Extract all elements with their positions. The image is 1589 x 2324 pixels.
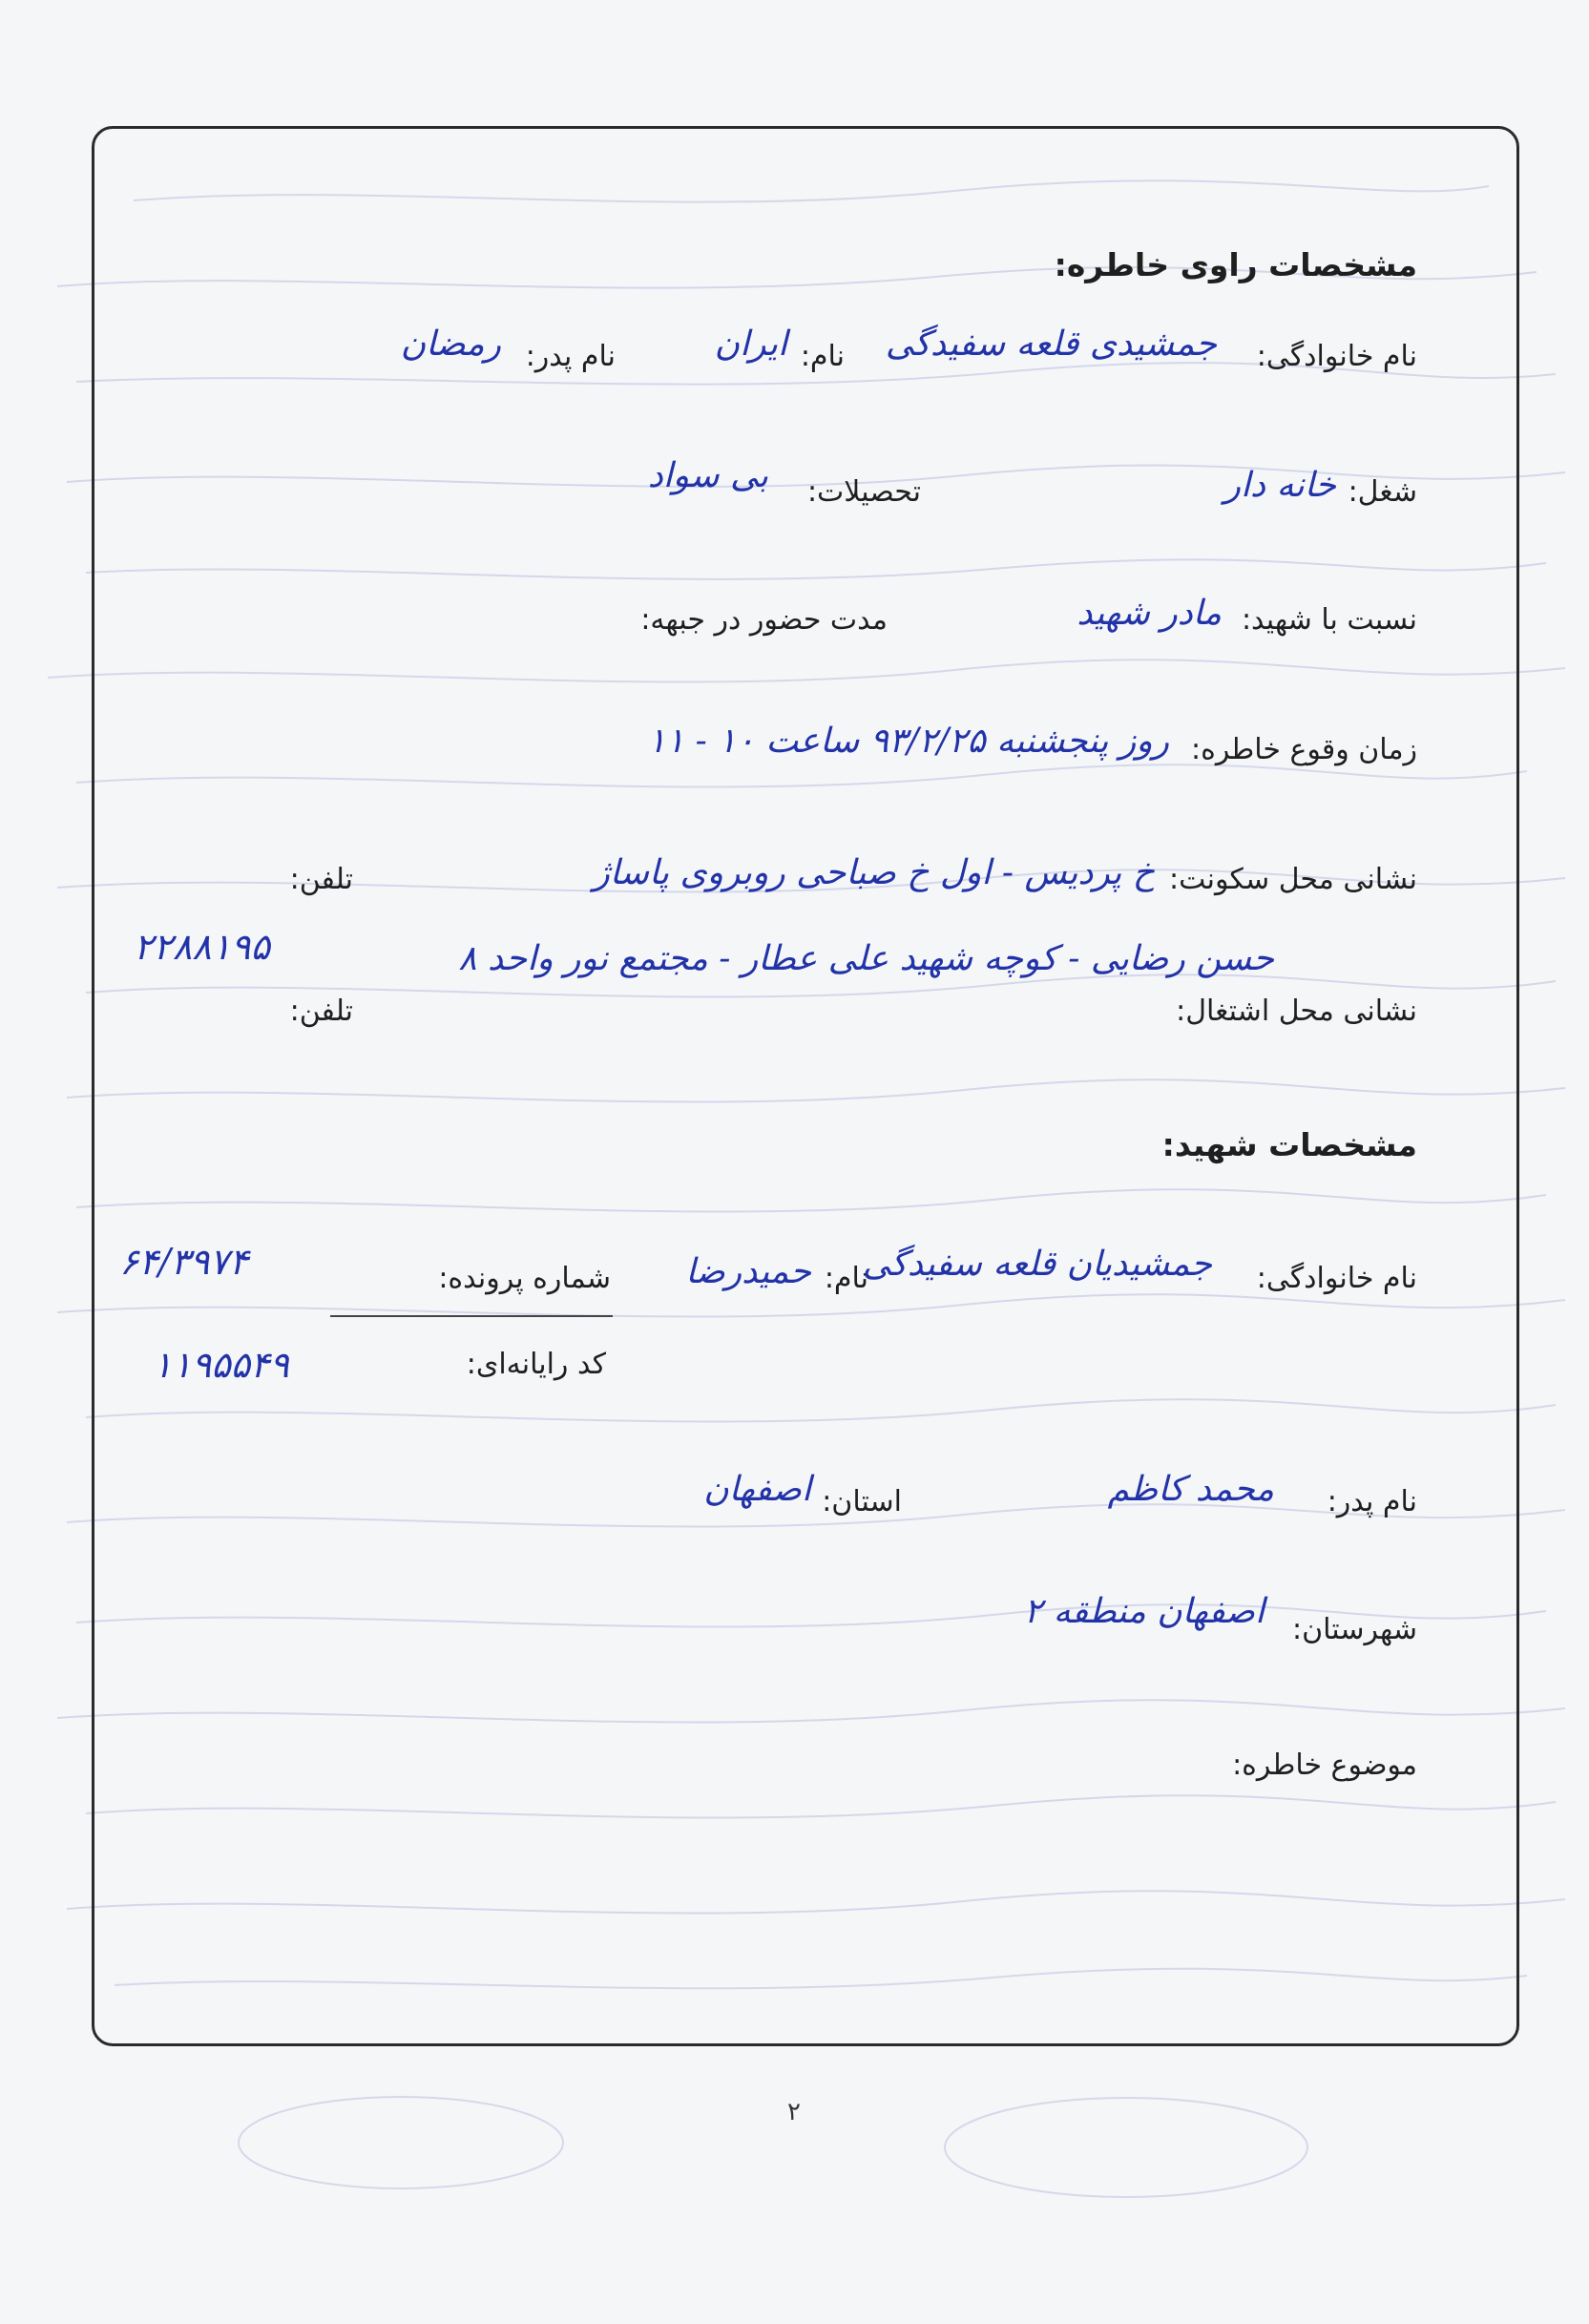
residence-address-line1: خ پردیس - اول خ صباحی روبروی پاساژ	[593, 853, 1155, 892]
martyr-name-label: نام:	[824, 1262, 868, 1295]
residence-address-label: نشانی محل سکونت:	[1169, 863, 1417, 896]
file-number-label: شماره پرونده:	[438, 1262, 611, 1295]
memory-time-label: زمان وقوع خاطره:	[1191, 733, 1417, 766]
narrator-name-value: ایران	[714, 325, 787, 364]
city-value: اصفهان منطقه ۲	[1023, 1592, 1265, 1631]
narrator-heading: مشخصات راوی خاطره:	[1054, 246, 1417, 283]
job-label: شغل:	[1348, 475, 1417, 509]
martyr-family-label: نام خانوادگی:	[1256, 1262, 1417, 1295]
martyr-heading: مشخصات شهید:	[1161, 1126, 1417, 1163]
computer-code-value: ۱۱۹۵۵۴۹	[153, 1344, 289, 1386]
narrator-family-label: نام خانوادگی:	[1256, 340, 1417, 373]
computer-code-label: کد رایانه‌ای:	[466, 1348, 606, 1381]
narrator-father-value: رمضان	[400, 325, 501, 364]
residence-phone-label: تلفن:	[289, 863, 353, 896]
memory-time-value: روز پنجشنبه ۹۳/۲/۲۵ ساعت ۱۰ - ۱۱	[647, 722, 1169, 761]
file-number-value: ۶۴/۳۹۷۴	[119, 1241, 249, 1283]
work-phone-label: تلفن:	[289, 995, 353, 1028]
martyr-father-label: نام پدر:	[1327, 1485, 1417, 1518]
relation-value: مادر شهید	[1077, 594, 1222, 633]
relation-label: نسبت با شهید:	[1241, 603, 1417, 637]
memory-topic-label: موضوع خاطره:	[1232, 1748, 1417, 1782]
martyr-father-value: محمد کاظم	[1107, 1470, 1274, 1509]
province-label: استان:	[822, 1485, 902, 1518]
province-value: اصفهان	[703, 1470, 811, 1509]
narrator-name-label: نام:	[800, 340, 845, 373]
page-number: ۲	[787, 2098, 801, 2126]
job-value: خانه دار	[1223, 466, 1336, 505]
file-number-underline	[330, 1315, 613, 1317]
city-label: شهرستان:	[1292, 1613, 1417, 1646]
work-address-label: نشانی محل اشتغال:	[1176, 995, 1417, 1028]
martyr-name-value: حمیدرضا	[685, 1252, 811, 1291]
education-value: بی سواد	[647, 456, 768, 495]
narrator-father-label: نام پدر:	[525, 340, 616, 373]
residence-phone-value: ۲۲۸۸۱۹۵	[134, 926, 270, 968]
narrator-family-value: جمشیدی قلعه سفیدگی	[885, 325, 1217, 364]
front-duration-label: مدت حضور در جبهه:	[640, 603, 888, 637]
residence-address-line2: حسن رضایی - کوچه شهید علی عطار - مجتمع نور واحد ۸	[458, 939, 1274, 978]
martyr-family-value: جمشیدیان قلعه سفیدگی	[862, 1245, 1212, 1284]
education-label: تحصیلات:	[806, 475, 921, 509]
